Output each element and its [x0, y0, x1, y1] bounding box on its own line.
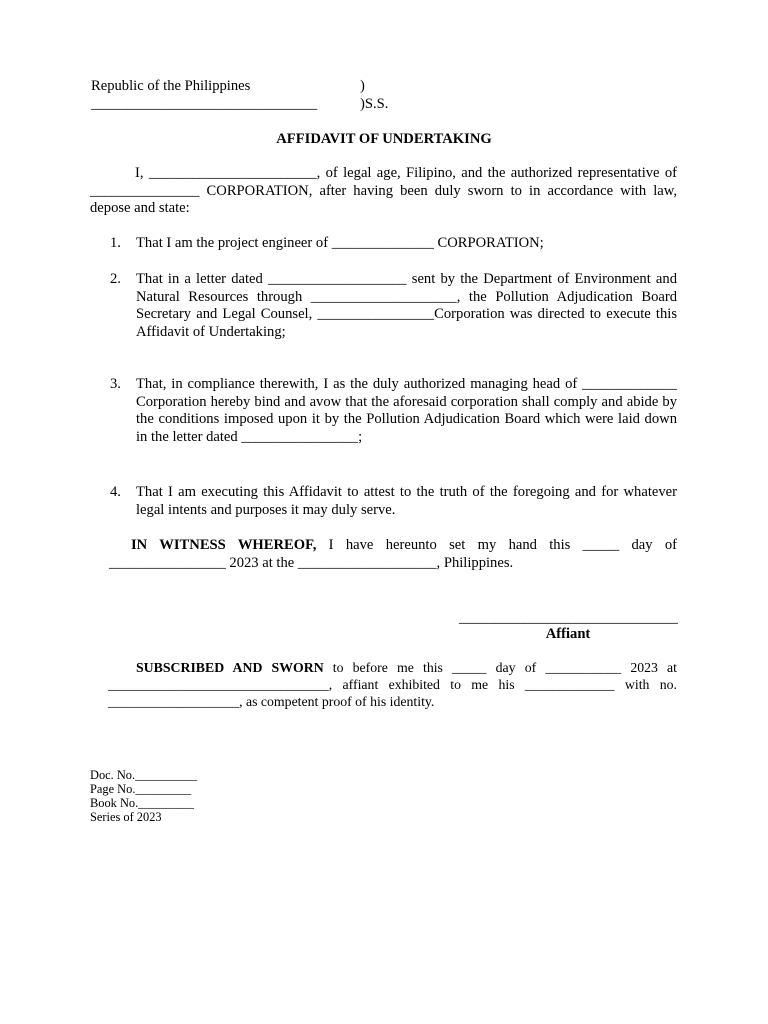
list-item-number: 3. [110, 376, 121, 392]
jurat-text: to before me this _____ day of ___________ 2023 at ________________________________, affiant exhibited to me his _____________ with no. ___________________, as competent proof of his identity. [108, 660, 677, 709]
jurat-lead: SUBSCRIBED AND SWORN [136, 660, 324, 675]
list-item-number: 2. [110, 271, 121, 287]
list-item [110, 271, 677, 341]
signature-line: ______________________________ [459, 610, 678, 626]
witness-paragraph [109, 537, 677, 572]
list-item-text: That in a letter dated ___________________ sent by the Department of Environment and Natural Resources through ____________________, the Pollution Adjudication Board Secretary and Legal Counsel, ________________Corporation was directed to execute this Affidavit of Undertaking; [136, 271, 677, 340]
list-item [110, 484, 677, 519]
affiant-label: Affiant [545, 626, 591, 642]
venue-country: Republic of the Philippines [91, 78, 251, 94]
venue-ss-block [360, 78, 388, 113]
list-item [110, 376, 677, 446]
list-item-text: That I am executing this Affidavit to attest to the truth of the foregoing and for whatever legal intents and purposes it may duly serve. [136, 484, 677, 518]
document-title: AFFIDAVIT OF UNDERTAKING [276, 131, 492, 147]
notarial-register [90, 768, 197, 824]
book-number: Book No._________ [90, 796, 194, 810]
list-item [110, 235, 677, 253]
witness-lead: IN WITNESS WHEREOF, [131, 537, 317, 553]
venue-paren: ) [360, 78, 365, 94]
page-number: Page No._________ [90, 782, 192, 796]
list-item-number: 4. [110, 484, 121, 500]
list-item-number: 1. [110, 235, 121, 251]
jurat-paragraph [108, 659, 677, 710]
intro-paragraph: I, _______________________, of legal age, Filipino, and the authorized representative of _______________ CORPORATION, after having been duly sworn to in accordance with law, depose and state: [90, 165, 677, 217]
venue-block [91, 78, 317, 113]
venue-ss: )S.S. [360, 95, 389, 112]
venue-blank-line: _______________________________ [91, 95, 318, 112]
witness-text: I have hereunto set my hand this _____ day of ________________ 2023 at the ___________________, Philippines. [109, 537, 677, 571]
list-item-text: That, in compliance therewith, I as the duly authorized managing head of _____________ Corporation hereby bind and avow that the aforesaid corporation shall comply and abide by the conditions imposed upon it by the Pollution Adjudication Board which were laid down in the letter dated ________________; [136, 376, 677, 445]
doc-number: Doc. No.__________ [90, 768, 198, 782]
series-year: Series of 2023 [90, 810, 162, 824]
list-item-text: That I am the project engineer of ______________ CORPORATION; [136, 235, 544, 251]
